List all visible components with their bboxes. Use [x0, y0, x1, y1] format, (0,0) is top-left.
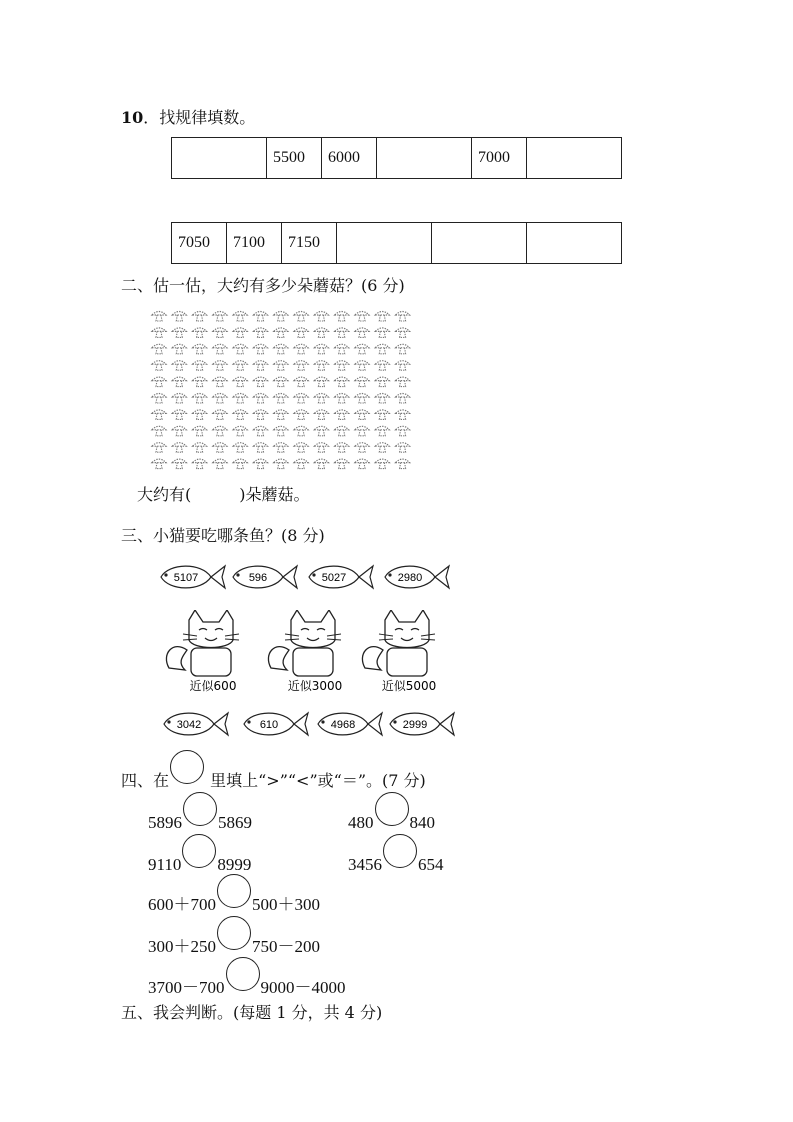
seq1-cell-1[interactable]: [172, 138, 267, 179]
mushroom-icon: [193, 459, 207, 469]
mushroom-icon: [314, 377, 328, 387]
cat-label: 近似3000: [287, 679, 343, 693]
mushroom-icon: [335, 377, 349, 387]
seq2-cell-5[interactable]: [432, 223, 527, 264]
mushroom-icon: [314, 410, 328, 420]
mushroom-icon: [152, 426, 166, 436]
mushroom-icon: [355, 459, 369, 469]
compare-circle-3[interactable]: [182, 834, 216, 868]
q3-heading: 三、小猫要吃哪条鱼？(8 分): [121, 526, 325, 545]
top-fish-row: [155, 558, 455, 598]
mushroom-icon: [213, 394, 227, 404]
fish-number: 2999: [402, 719, 428, 731]
mushroom-icon: [294, 344, 308, 354]
fish-icon[interactable]: [303, 558, 375, 596]
mushroom-icon: [396, 443, 410, 453]
mushroom-icon: [355, 410, 369, 420]
mushroom-icon: [396, 426, 410, 436]
compare-circle-4[interactable]: [383, 834, 417, 868]
fish-number: 610: [259, 719, 279, 731]
mushroom-icon: [396, 410, 410, 420]
q2-answer-pre: 大约有(: [137, 485, 192, 504]
mushroom-icon: [335, 410, 349, 420]
fish-number: 4968: [330, 719, 356, 731]
fish-number: 2980: [397, 572, 423, 584]
compare-circle-1[interactable]: [183, 792, 217, 826]
fish-number: 3042: [176, 719, 202, 731]
compare-circle-5[interactable]: [217, 874, 251, 908]
mushroom-icon: [396, 312, 410, 322]
cats-row: [163, 610, 463, 700]
mushroom-icon: [152, 328, 166, 338]
mushroom-icon: [172, 377, 186, 387]
mushroom-icon: [193, 443, 207, 453]
mushroom-icon: [375, 394, 389, 404]
mushroom-icon: [152, 394, 166, 404]
mushroom-icon: [254, 459, 268, 469]
mushroom-icon: [274, 312, 288, 322]
mushroom-icon: [213, 361, 227, 371]
mushroom-icon: [172, 410, 186, 420]
mushroom-icon: [294, 394, 308, 404]
mushroom-icon: [274, 361, 288, 371]
mushroom-icon: [254, 426, 268, 436]
mushroom-icon: [233, 426, 247, 436]
cat-icon[interactable]: [166, 610, 239, 693]
q2-answer: [137, 485, 310, 505]
seq2-cell-1: 7050: [172, 223, 227, 264]
mushroom-icon: [254, 328, 268, 338]
mushroom-icon: [355, 361, 369, 371]
compare-item-1: 5896 5869: [148, 802, 252, 836]
mushroom-icon: [355, 426, 369, 436]
mushroom-icon: [172, 361, 186, 371]
mushroom-icon: [274, 328, 288, 338]
mushroom-icon: [335, 328, 349, 338]
mushroom-icon: [233, 394, 247, 404]
mushroom-icon: [355, 312, 369, 322]
mushroom-icon: [233, 361, 247, 371]
mushroom-icon: [152, 361, 166, 371]
mushroom-icon: [274, 394, 288, 404]
answer-circle-icon: [170, 750, 204, 784]
mushroom-icon: [254, 361, 268, 371]
q5-heading: 五、我会判断。(每题 1 分，共 4 分): [121, 1003, 383, 1022]
mushroom-icon: [172, 459, 186, 469]
mushroom-icon: [294, 328, 308, 338]
compare-item-4: 3456 654: [348, 844, 444, 878]
mushroom-icon: [193, 394, 207, 404]
mushroom-icon: [193, 377, 207, 387]
bottom-fish-row: [158, 705, 458, 745]
mushroom-icon: [294, 443, 308, 453]
mushroom-icon: [172, 344, 186, 354]
seq2-cell-3: 7150: [282, 223, 337, 264]
compare-item-6: 300＋250 750－200: [148, 926, 320, 960]
mushroom-icon: [396, 344, 410, 354]
fish-icon[interactable]: [379, 558, 451, 596]
q10-sequence-table-2: [171, 222, 622, 264]
mushroom-icon: [294, 426, 308, 436]
mushroom-icon: [294, 459, 308, 469]
mushroom-icon: [254, 394, 268, 404]
mushroom-icon: [193, 361, 207, 371]
mushroom-icon: [193, 426, 207, 436]
mushroom-icon: [314, 394, 328, 404]
fish-icon[interactable]: [155, 558, 227, 596]
q10-sequence-table-1: [171, 137, 622, 179]
mushroom-icon: [152, 377, 166, 387]
mushroom-icon: [274, 443, 288, 453]
mushroom-icon: [193, 328, 207, 338]
mushroom-icon: [375, 410, 389, 420]
mushroom-icon: [294, 312, 308, 322]
mushroom-icon: [152, 312, 166, 322]
mushroom-icon: [314, 361, 328, 371]
mushroom-icon: [314, 328, 328, 338]
mushroom-icon: [213, 377, 227, 387]
mushroom-icon: [152, 443, 166, 453]
cat-icon[interactable]: [362, 610, 436, 693]
mushroom-icon: [294, 377, 308, 387]
fish-icon[interactable]: [227, 558, 299, 596]
mushroom-icon: [233, 377, 247, 387]
mushroom-icon: [254, 312, 268, 322]
mushroom-icon: [274, 426, 288, 436]
mushroom-icon: [314, 312, 328, 322]
fish-icon[interactable]: [384, 705, 456, 743]
mushroom-icon: [375, 312, 389, 322]
mushroom-icon: [294, 410, 308, 420]
mushroom-icon: [335, 361, 349, 371]
mushroom-icon: [335, 344, 349, 354]
seq1-cell-5: 7000: [472, 138, 527, 179]
q10-prompt: 10．找规律填数。: [121, 108, 256, 127]
fish-icon[interactable]: [312, 705, 384, 743]
mushroom-icon: [254, 410, 268, 420]
seq2-cell-4[interactable]: [337, 223, 432, 264]
mushroom-icon: [355, 344, 369, 354]
seq1-cell-2: 5500: [267, 138, 322, 179]
mushroom-grid: [148, 306, 414, 474]
mushroom-icon: [396, 394, 410, 404]
q2-answer-post: )朵蘑菇。: [239, 485, 310, 504]
cat-icon[interactable]: [268, 610, 342, 693]
mushroom-icon: [274, 377, 288, 387]
mushroom-icon: [254, 377, 268, 387]
compare-circle-6[interactable]: [217, 916, 251, 950]
seq2-cell-6[interactable]: [527, 223, 622, 264]
mushroom-icon: [172, 394, 186, 404]
mushroom-icon: [314, 459, 328, 469]
seq1-cell-3: 6000: [322, 138, 377, 179]
mushroom-icon: [375, 377, 389, 387]
mushroom-icon: [213, 312, 227, 322]
mushroom-icon: [375, 426, 389, 436]
mushroom-icon: [396, 377, 410, 387]
q2-heading: 二、估一估，大约有多少朵蘑菇？(6 分): [121, 276, 405, 295]
q4-heading: 四、在 里填上“>”“<”或“＝”。(7 分): [121, 760, 426, 794]
mushroom-icon: [254, 443, 268, 453]
compare-item-3: 9110 8999: [148, 844, 251, 878]
mushroom-icon: [375, 344, 389, 354]
mushroom-icon: [213, 426, 227, 436]
mushroom-icon: [172, 443, 186, 453]
mushroom-icon: [233, 443, 247, 453]
mushroom-icon: [152, 459, 166, 469]
fish-number: 596: [248, 572, 268, 584]
mushroom-icon: [172, 328, 186, 338]
mushroom-icon: [274, 410, 288, 420]
fish-icon[interactable]: [158, 705, 230, 743]
mushroom-icon: [335, 459, 349, 469]
mushroom-icon: [233, 410, 247, 420]
seq2-cell-2: 7100: [227, 223, 282, 264]
fish-number: 5107: [173, 572, 199, 584]
mushroom-icon: [375, 443, 389, 453]
mushroom-icon: [213, 328, 227, 338]
seq1-cell-4[interactable]: [377, 138, 472, 179]
compare-circle-2[interactable]: [375, 792, 409, 826]
mushroom-icon: [152, 344, 166, 354]
mushroom-icon: [335, 312, 349, 322]
seq1-cell-6[interactable]: [527, 138, 622, 179]
mushroom-icon: [233, 328, 247, 338]
mushroom-icon: [152, 410, 166, 420]
mushroom-icon: [396, 361, 410, 371]
mushroom-icon: [335, 443, 349, 453]
mushroom-icon: [396, 459, 410, 469]
mushroom-icon: [233, 344, 247, 354]
mushroom-icon: [355, 443, 369, 453]
mushroom-icon: [193, 410, 207, 420]
mushroom-icon: [233, 459, 247, 469]
mushroom-icon: [375, 459, 389, 469]
mushroom-icon: [213, 443, 227, 453]
mushroom-icon: [396, 328, 410, 338]
cat-label: 近似5000: [381, 679, 437, 693]
mushroom-icon: [314, 443, 328, 453]
compare-circle-7[interactable]: [226, 957, 260, 991]
mushroom-icon: [213, 344, 227, 354]
mushroom-icon: [355, 394, 369, 404]
compare-item-2: 480 840: [348, 802, 435, 836]
mushroom-icon: [274, 344, 288, 354]
mushroom-icon: [172, 312, 186, 322]
mushroom-icon: [314, 344, 328, 354]
mushroom-icon: [355, 377, 369, 387]
mushroom-icon: [233, 312, 247, 322]
mushroom-icon: [274, 459, 288, 469]
mushroom-icon: [375, 328, 389, 338]
fish-icon[interactable]: [238, 705, 310, 743]
mushroom-icon: [172, 426, 186, 436]
compare-item-7: 3700－700 9000－4000: [148, 967, 346, 1001]
mushroom-icon: [294, 361, 308, 371]
mushroom-icon: [193, 312, 207, 322]
cat-label: 近似600: [189, 679, 237, 693]
mushroom-icon: [193, 344, 207, 354]
mushroom-icon: [335, 394, 349, 404]
mushroom-icon: [213, 410, 227, 420]
compare-item-5: 600＋700 500＋300: [148, 884, 320, 918]
mushroom-icon: [335, 426, 349, 436]
mushroom-icon: [213, 459, 227, 469]
mushroom-icon: [254, 344, 268, 354]
fish-number: 5027: [321, 572, 347, 584]
mushroom-icon: [355, 328, 369, 338]
mushroom-icon: [314, 426, 328, 436]
mushroom-icon: [375, 361, 389, 371]
